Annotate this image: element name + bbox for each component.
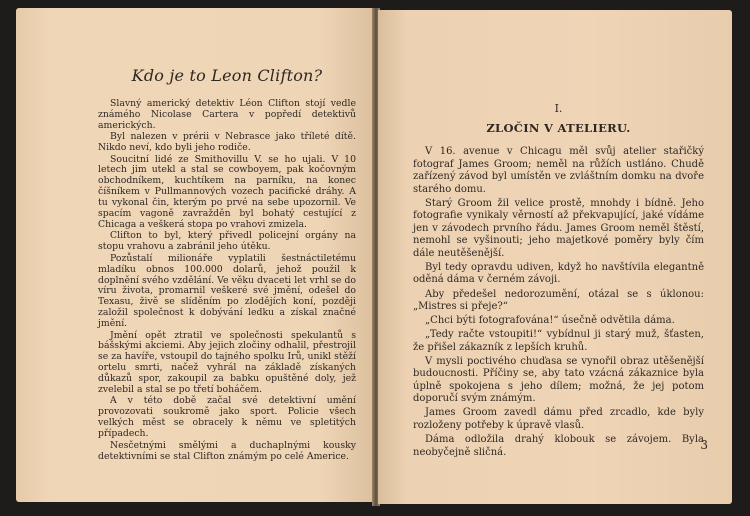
right-paragraph: V 16. avenue v Chicagu měl svůj atelier stařičký fotograf James Groom; neměl na růžích ustláno. Chudě zařízený závod byl umístěn ve zvláštním domku na dvoře starého domu. — [413, 146, 704, 195]
left-paragraph: Pozůstalí milionáře vyplatili šestnáctiletému mladíku obnos 100.000 dolarů, jehož použil k doplnění svého vzdělání. Ve věku dvaceti let vrhl se do víru života, promarnil veškeré své jmění, odešel do Texasu, živě se slíděním po zlodějích koní, později založil společnost k dobývání ledku a získal značné jmění. — [98, 252, 356, 330]
left-paragraph: Soucitní lidé ze Smithovillu V. se ho ujali. V 10 letech jim utekl a stal se cowboyem, pak kočovným obchodníkem, kuchtíkem na parníku, na konec číšníkem v Pullmannových vozech pacifické dráhy. A tu vykonal čin, kterým po prvé na sebe upozornil. Ve spacím vagoně zavražděn byl bohatý cestující z Chicaga a veškerá stopa po vrahovi zmizela. — [98, 153, 356, 230]
left-page — [16, 8, 374, 502]
chapter-number: I. — [554, 102, 563, 115]
right-page — [378, 10, 732, 504]
left-paragraph: Slavný americký detektiv Léon Clifton stojí vedle známého Nicolase Cartera v popředí detektivů amerických. — [98, 98, 356, 131]
page-number: 3 — [700, 438, 708, 452]
left-paragraph: Nesčetnými smělými a duchaplnými kousky detektivními se stal Clifton známým po celé Americe. — [98, 439, 356, 462]
right-paragraph: Byl tedy opravdu udiven, když ho navštívila elegantně oděná dáma v černém závoji. — [413, 261, 704, 286]
left-paragraph: A v této době začal své detektivní umění provozovati soukromě jako sport. Policie všech velkých měst se obracely k němu ve spletitých případech. — [98, 395, 356, 440]
left-paragraph: Clifton to byl, který přivedl policejní orgány na stopu vrahovu a zabránil jeho útěku. — [98, 230, 356, 253]
right-paragraph: V mysli poctivého chuďasa se vynořil obraz utěšenější budoucnosti. Příčiny se, aby tato vzácná zákaznice byla úplně spokojena s jeho dílem; možná, že jej potom doporučí svým známým. — [413, 355, 704, 405]
right-paragraph: Aby předešel nedorozumění, otázal se s úklonou: „Mistres si přeje?“ — [413, 288, 704, 313]
right-paragraph: Starý Groom žil velice prostě, mnohdy i bídně. Jeho fotografie vynikaly věrností až překvapující, jaké vídáme jen v závodech prvního řádu. James Groom neměl štěstí, nemohl se vyšinouti; jeho majetkové poměry byly čím dále neutěšenější. — [413, 197, 704, 259]
right-paragraph: Dáma odložila drahý klobouk se závojem. Byla neobyčejně sličná. — [413, 434, 704, 458]
right-paragraph: „Chci býti fotografována!“ úsečně odvětila dáma. — [425, 315, 675, 327]
left-paragraph: Jmění opět ztratil ve společnosti spekulantů s bášskými akciemi. Aby jejich zločiny odhalil, přestrojil se za havíře, vstoupil do tajného spolku Irů, unikl stěží ortelu smrti, načež vyhrál na základě získaných důkazů spor, zakoupil za babku opuštěné doly, jež zvelebil a stal se po třetí boháčem. — [98, 329, 356, 396]
chapter-title: ZLOČIN V ATELIERU. — [486, 121, 631, 135]
left-paragraph: Byl nalezen v prérii v Nebrasce jako tříleté dítě. Nikdo neví, kdo byli jeho rodiče. — [98, 131, 356, 154]
right-paragraph: „Tedy račte vstoupiti!“ vybídnul ji starý muž, šťasten, že přišel zákazník z lepších kruhů. — [413, 329, 704, 353]
left-page-title: Kdo je to Leon Clifton? — [131, 66, 323, 85]
right-paragraph: James Groom zavedl dámu před zrcadlo, kde byly rozloženy potřeby k úpravě vlasů. — [413, 407, 704, 431]
